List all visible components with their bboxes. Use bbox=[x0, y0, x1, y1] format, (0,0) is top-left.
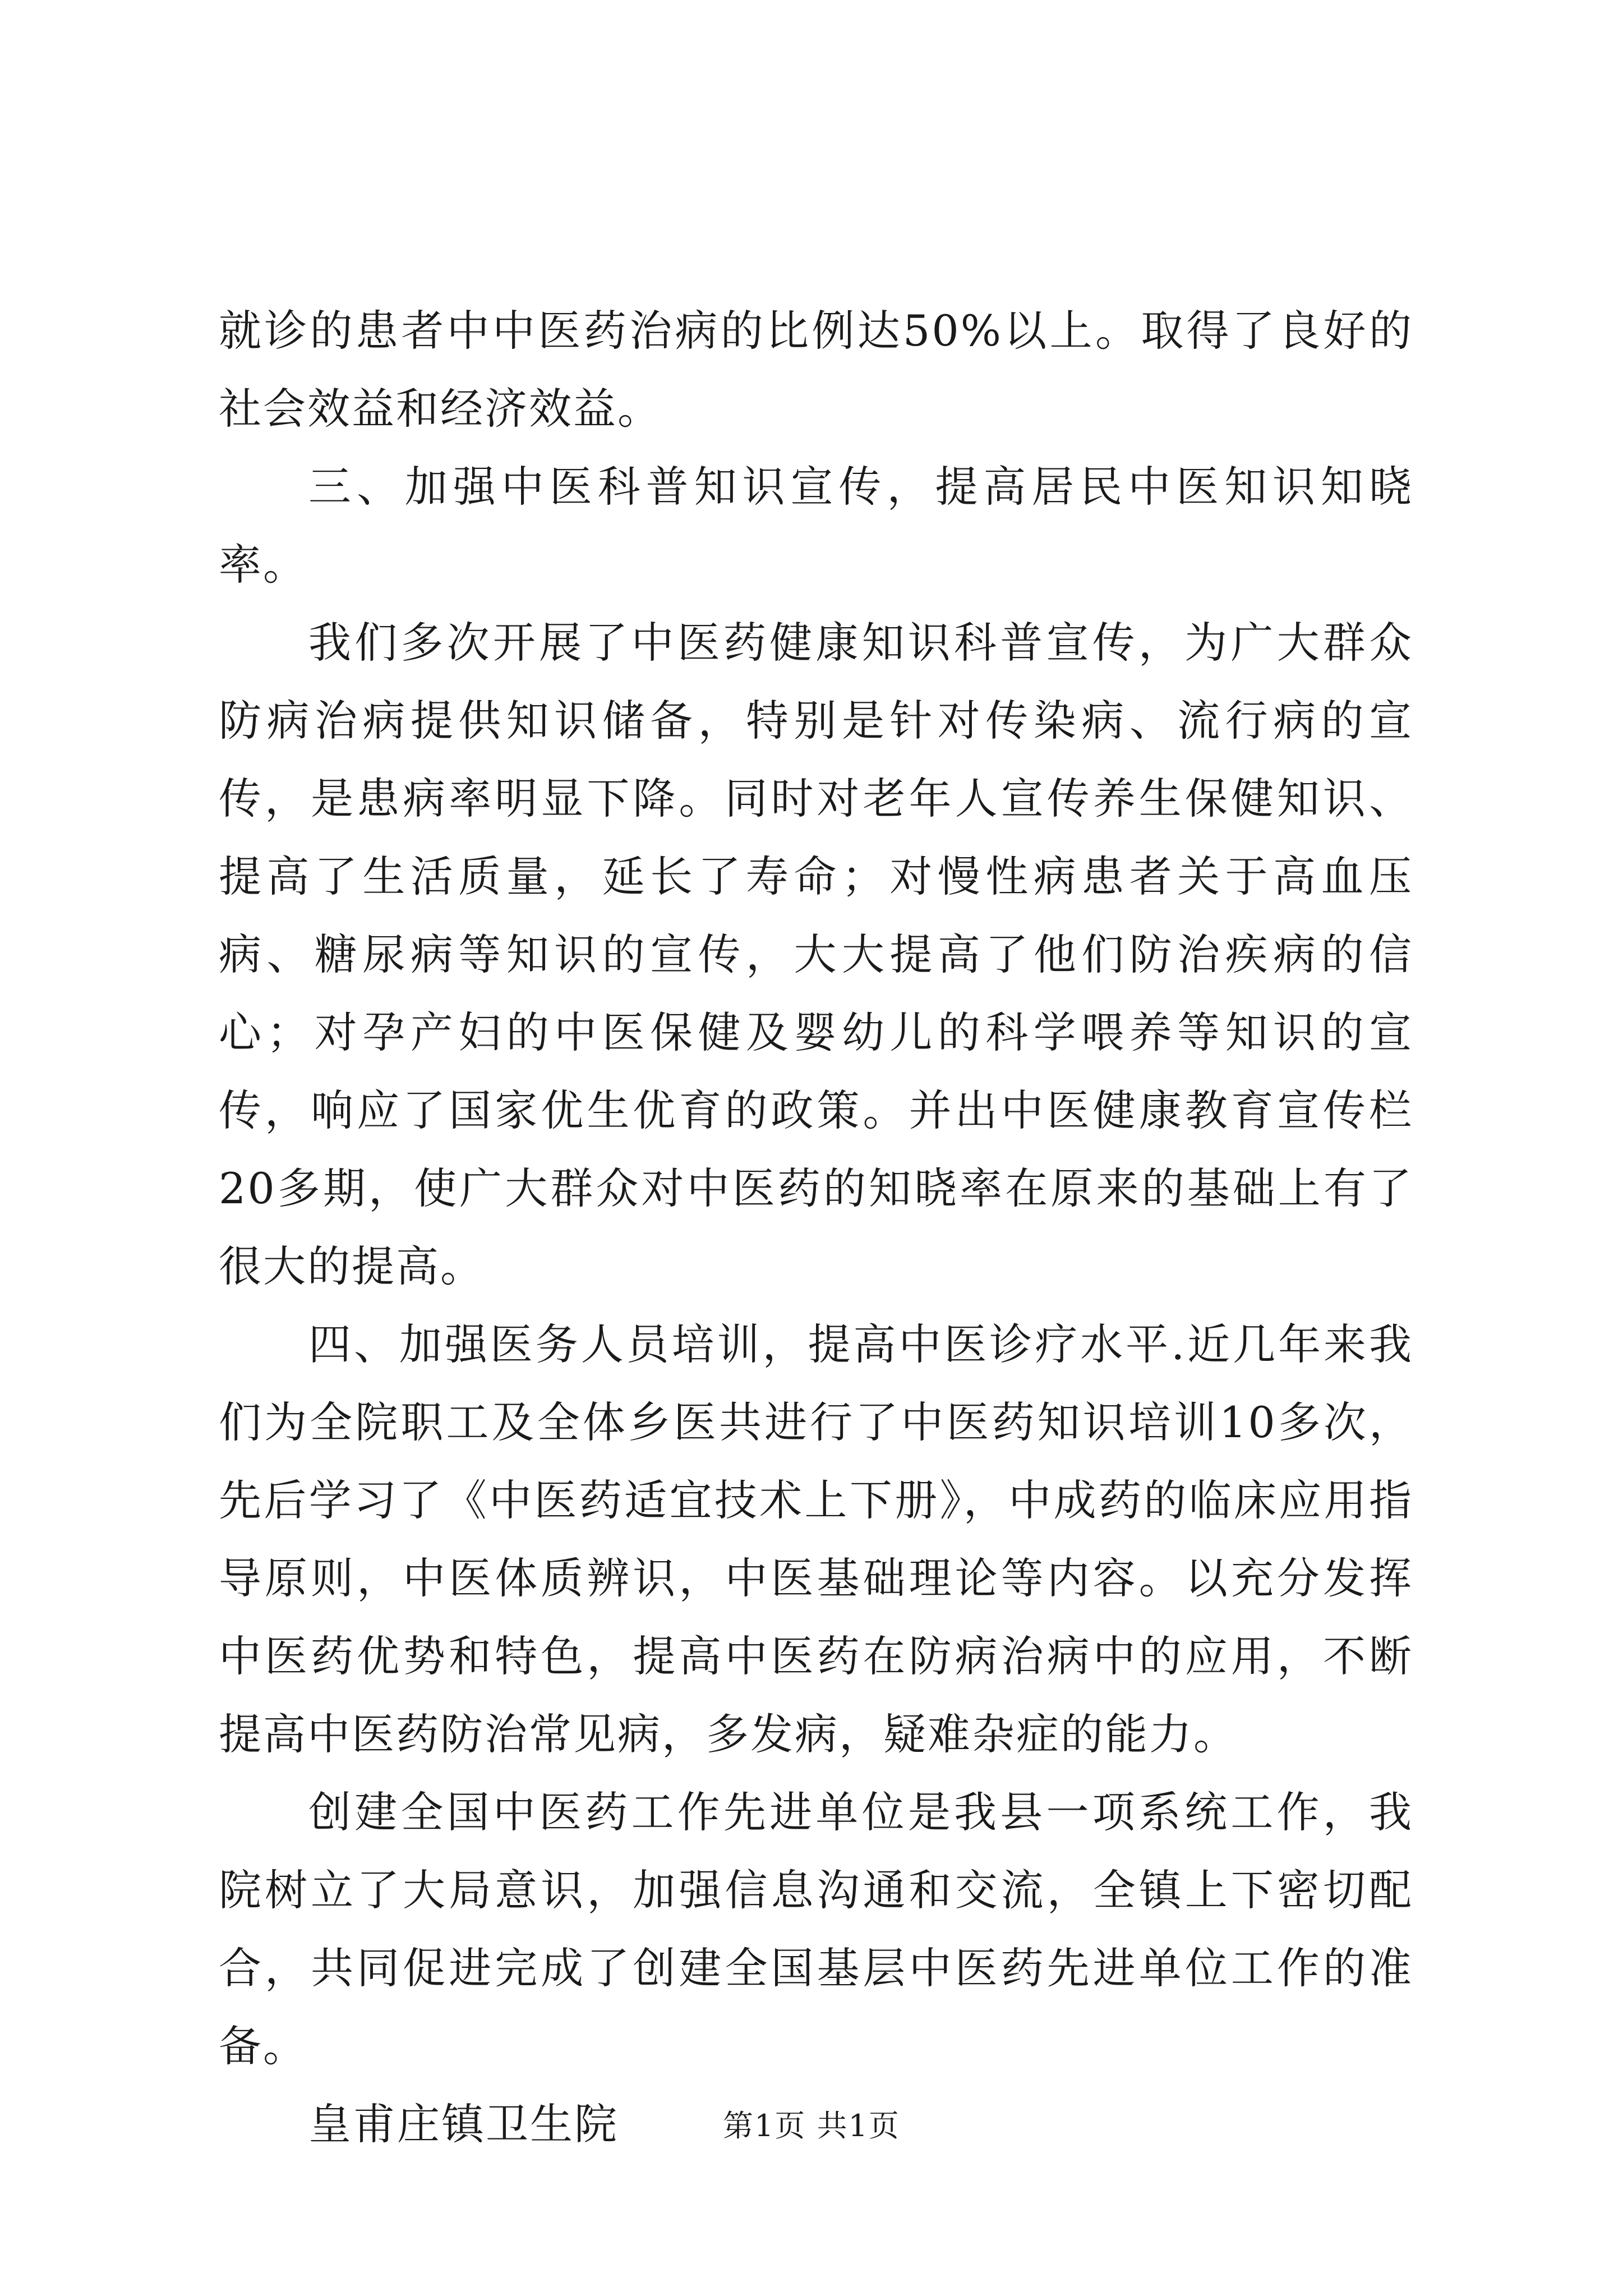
paragraph-publicity: 我们多次开展了中医药健康知识科普宣传，为广大群众防病治病提供知识储备，特别是针对传染病、流行病的宣传，是患病率明显下降。同时对老年人宣传养生保健知识、提高了生活质量，延长了寿命；对慢性病患者关于高血压病、糖尿病等知识的宣传，大大提高了他们防治疾病的信心；对孕产妇的中医保健及婴幼儿的科学喂养等知识的宣传，响应了国家优生优育的政策。并出中医健康教育宣传栏20多期，使广大群众对中医药的知晓率在原来的基础上有了很大的提高。 bbox=[219, 618, 1413, 1291]
section-heading-4: 四、加强医务人员培训，提高中医诊疗水平.近几年来我们为全院职工及全体乡医共进行了中医药知识培训10多次，先后学习了《中医药适宜技术上下册》，中成药的临床应用指导原则，中医体质辨识，中医基础理论等内容。以充分发挥中医药优势和特色，提高中医药在防病治病中的应用，不断提高中医药防治常见病，多发病，疑难杂症的能力。 bbox=[219, 1319, 1413, 1759]
section-heading-3: 三、加强中医科普知识宣传，提高居民中医知识知晓率。 bbox=[219, 462, 1413, 590]
document-body bbox=[219, 292, 1413, 2163]
paragraph-conclusion: 创建全国中医药工作先进单位是我县一项系统工作，我院树立了大局意识，加强信息沟通和交流，全镇上下密切配合，共同促进完成了创建全国基层中医药先进单位工作的准备。 bbox=[219, 1787, 1413, 2071]
signature-organization: 皇甫庄镇卫生院 bbox=[308, 2099, 619, 2149]
page-number-footer: 第1页 共1页 bbox=[723, 2108, 900, 2143]
paragraph-continuation: 就诊的患者中中医药治病的比例达50%以上。取得了良好的社会效益和经济效益。 bbox=[219, 306, 1413, 434]
